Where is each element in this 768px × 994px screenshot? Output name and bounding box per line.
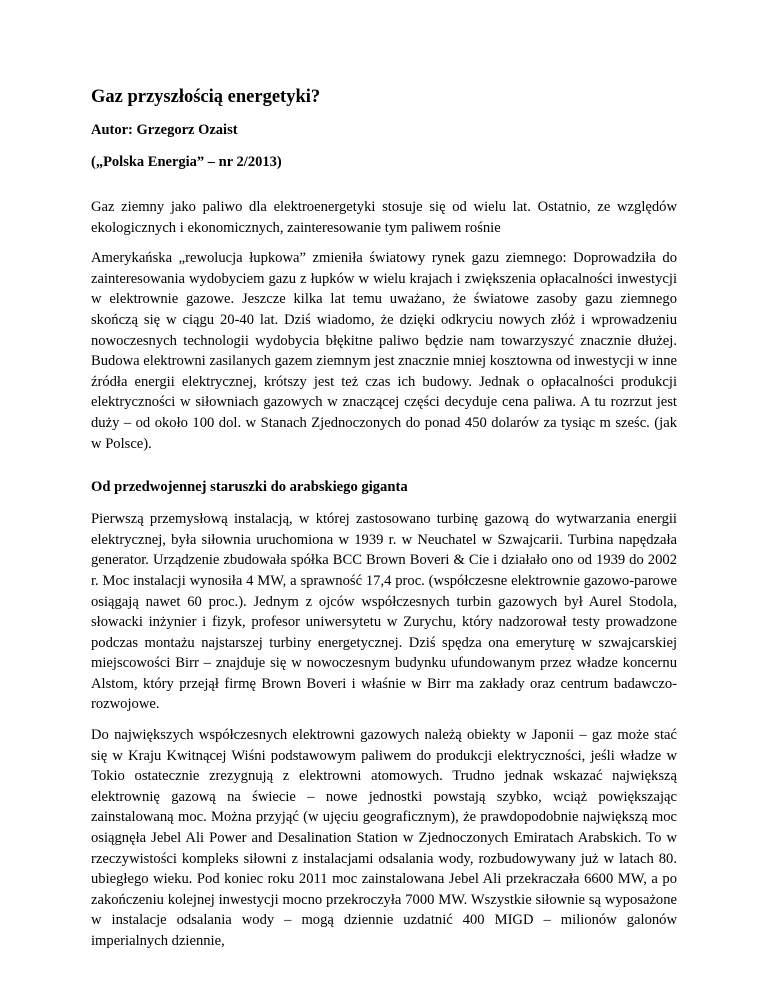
article-paragraph-2: Pierwszą przemysłową instalacją, w której zastosowano turbinę gazową do wytwarzania energii elektrycznej, była siłownia uruchomiona w 1939 r. w Neuchatel w Szwajcarii. Turbina napędzała generator. Urządzenie zbudowała spółka BCC Brown Boveri & Cie i działało ono od 1939 do 2002 r. Moc instalacji wynosiła 4 MW, a sprawność 17,4 proc. (współczesne elektrownie gazowo-parowe osiągają nawet 60 proc.). Jednym z ojców współczesnych turbin gazowych był Aurel Stodola, słowacki inżynier i fizyk, profesor uniwersytetu w Zurychu, który nadzorował testy prowadzone podczas montażu najstarszej turbiny energetycznej. Dziś spędza ona emeryturę w szwajcarskiej miejscowości Birr – znajduje się w nowoczesnym budynku ufundowanym przez władze koncernu Alstom, który przejął firmę Brown Boveri i właśnie w Birr ma zakłady oraz centrum badawczo-rozwojowe.: [91, 511, 677, 713]
section-heading: Od przedwojennej staruszki do arabskiego giganta: [91, 479, 408, 496]
article-title: Gaz przyszłością energetyki?: [91, 87, 321, 107]
article-source: („Polska Energia” – nr 2/2013): [91, 154, 282, 170]
document-page: [91, 86, 677, 962]
article-author: Autor: Grzegorz Ozaist: [91, 122, 238, 138]
article-paragraph-3: Do największych współczesnych elektrowni gazowych należą obiekty w Japonii – gaz może stać się w Kraju Kwitnącej Wiśni podstawowym paliwem do produkcji elektryczności, jeśli władze w Tokio ostatecznie zrezygnują z elektrowni atomowych. Trudno jednak wskazać największą elektrownię gazową na świecie – nowe jednostki powstają szybko, wciąż powiększając zainstalowaną moc. Można przyjąć (w ujęciu geograficznym), że prawdopodobnie największą moc osiągnęła Jebel Ali Power and Desalination Station w Zjednoczonych Emiratach Arabskich. To w rzeczywistości kompleks siłowni z instalacjami odsalania wody, rozbudowywany już w latach 80. ubiegłego wieku. Pod koniec roku 2011 moc zainstalowana Jebel Ali przekraczała 6600 MW, a po zakończeniu kolejnej inwestycji mocno przekroczyła 7000 MW. Wszystkie siłownie są wyposażone w instalacje odsalania wody – mogą dziennie uzdatnić 400 MIGD – milionów galonów imperialnych dziennie,: [91, 727, 677, 949]
article-paragraph-1: Amerykańska „rewolucja łupkowa” zmieniła światowy rynek gazu ziemnego: Doprowadziła do zainteresowania wydobyciem gazu z łupków w wielu krajach i zwiększenia opłacalności inwestycji w elektrownie gazowe. Jeszcze kilka lat temu uważano, że światowe zasoby gazu ziemnego skończą się w ciągu 20-40 lat. Dziś wiadomo, że dzięki odkryciu nowych złóż i wprowadzeniu nowoczesnych technologii wydobycia błękitne paliwo będzie nam towarzyszyć znacznie dłużej. Budowa elektrowni zasilanych gazem ziemnym jest znacznie mniej kosztowna od inwestycji w inne źródła energii elektrycznej, krótszy jest też czas ich budowy. Jednak o opłacalności produkcji elektryczności w siłowniach gazowych w znaczącej części decyduje cena paliwa. A tu rozrzut jest duży – od około 100 dol. w Stanach Zjednoczonych do ponad 450 dolarów za tysiąc m sześc. (jak w Polsce).: [91, 250, 678, 452]
article-intro: Gaz ziemny jako paliwo dla elektroenergetyki stosuje się od wielu lat. Ostatnio, ze względów ekologicznych i ekonomicznych, zainteresowanie tym paliwem rośnie: [91, 199, 677, 236]
